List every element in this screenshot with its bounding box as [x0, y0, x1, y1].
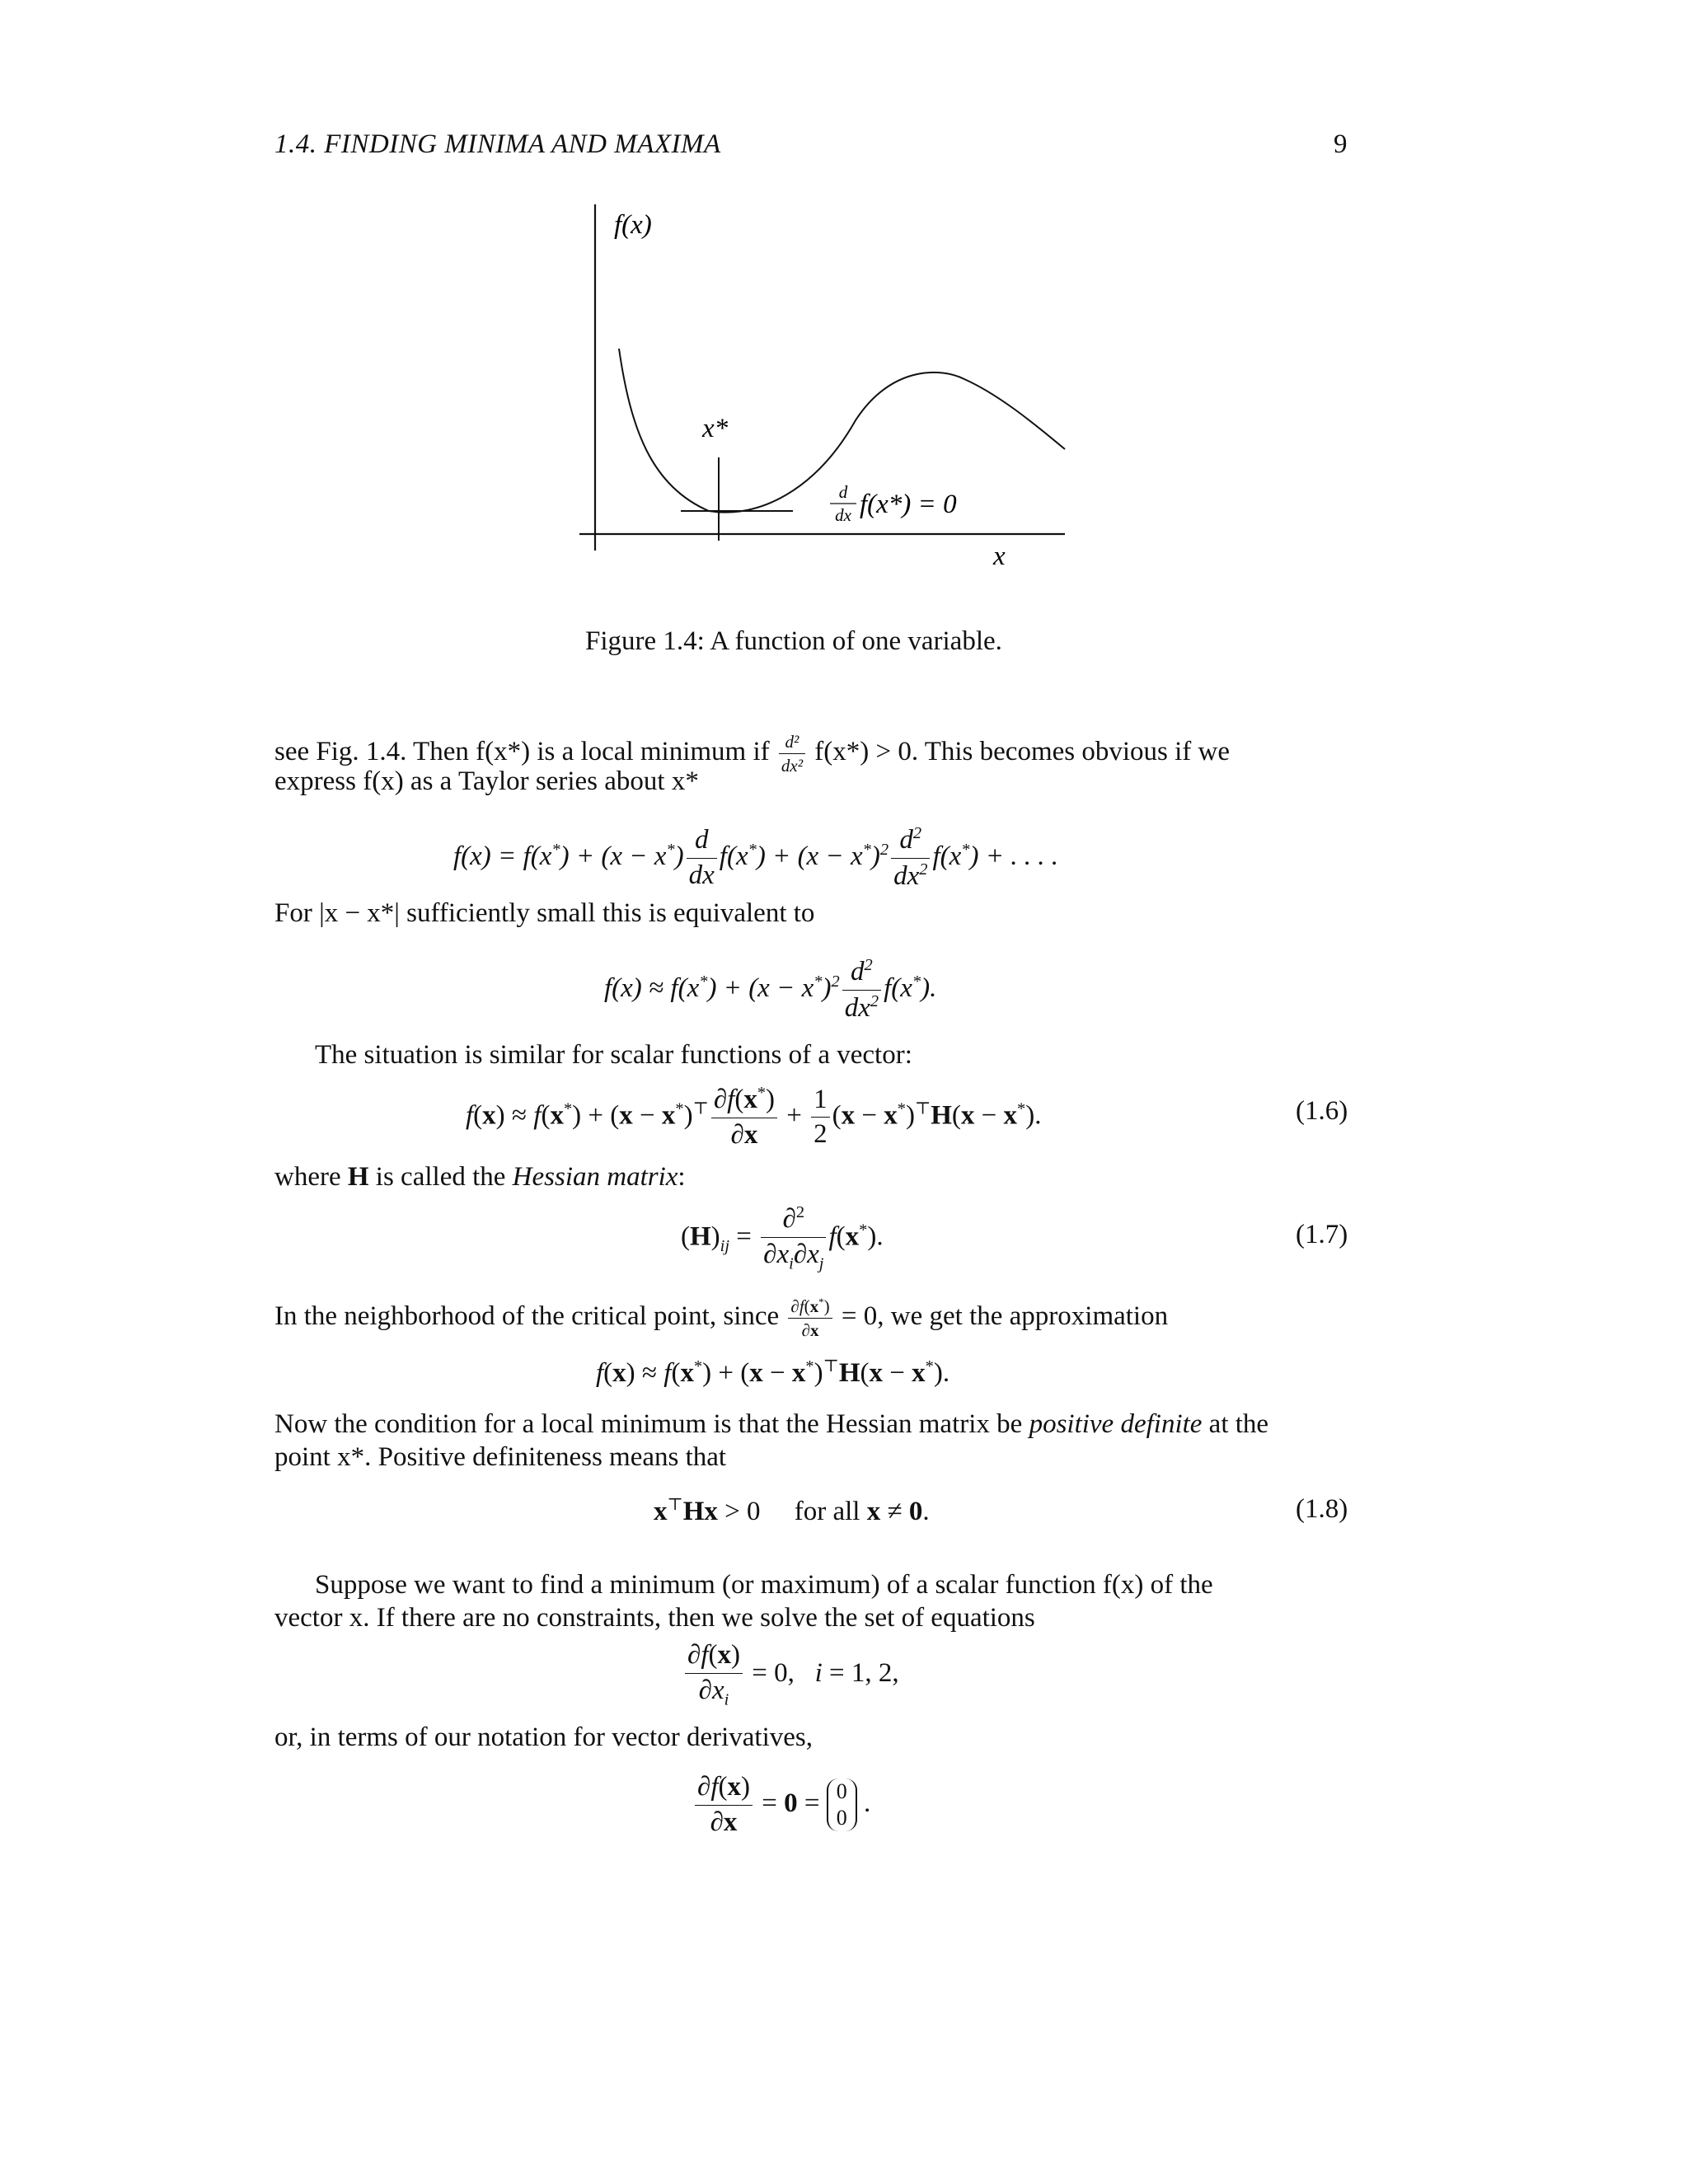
equation-number-1-8: (1.8) — [1296, 1494, 1348, 1524]
equation-quadratic: f(x) ≈ f(x*) + (x − x*)⊤H(x − x*). — [596, 1357, 950, 1388]
p4-text-c: is called the — [375, 1162, 506, 1192]
second-derivative-inline: $\frac{\text{d²}}{\text{dx²}}$ — [779, 732, 805, 776]
p4-text-d: Hessian matrix — [512, 1162, 678, 1192]
equation-taylor: f(x) = f(x*) + (x − x*) $\frac{d}{dx}$ $f(x^*) + (x - x^*)^2$ $\frac{d^2}{dx^2}$ f(x*) + . . . . — [453, 824, 1058, 891]
equation-1-7: $(H)_{ij}$ = $\frac{\partial^2}{\partial x_i\partial x_j}$ f(x*). — [681, 1203, 884, 1273]
equation-number-1-7: (1.7) — [1296, 1220, 1348, 1249]
y-axis-label: f(x) — [614, 210, 652, 240]
p6-text-b: positive definite — [1029, 1409, 1203, 1439]
p6-text-a: Now the condition for a local minimum is that the Hessian matrix be — [274, 1409, 1023, 1439]
paragraph-1-line-2: express f(x) as a Taylor series about x* — [274, 766, 699, 796]
figure-caption: Figure 1.4: A function of one variable. — [585, 626, 1002, 656]
x-axis-label: x — [993, 541, 1006, 571]
derivative-frac-den: dx — [835, 505, 851, 525]
point-label: x* — [702, 414, 729, 443]
p1-text-a: see Fig. 1.4. Then f(x*) is a local minimum if — [274, 737, 770, 767]
p4-text-a: where — [274, 1162, 341, 1192]
paragraph-6-line-2: point x*. Positive definiteness means that — [274, 1442, 727, 1472]
paragraph-2: For |x − x*| sufficiently small this is equivalent to — [274, 898, 815, 928]
equation-1-8: x⊤Hx > 0 for all x ≠ 0. — [654, 1496, 930, 1526]
running-head: 1.4. FINDING MINIMA AND MAXIMA — [274, 129, 721, 159]
zero-vector: 0 0 — [827, 1779, 857, 1831]
paragraph-7-line-1: Suppose we want to find a minimum (or maximum) of a scalar function f(x) of the — [315, 1570, 1213, 1600]
equation-number-1-6: (1.6) — [1296, 1096, 1348, 1126]
paragraph-5 — [274, 1296, 1168, 1340]
page-number: 9 — [1334, 129, 1348, 159]
paragraph-6-line-1 — [274, 1408, 1268, 1441]
p5-text-b: = 0, we get the approximation — [841, 1301, 1169, 1332]
p4-text-b: H — [347, 1162, 369, 1192]
p4-text-e: : — [678, 1162, 686, 1192]
equation-vector: $\frac{\partial f(x)}{\partial x}$ = 0 = 0 0 . — [692, 1772, 870, 1839]
paragraph-4 — [274, 1160, 686, 1193]
derivative-label: f(x*) = 0 — [860, 490, 957, 519]
equation-partial: $\frac{\partial f(x)}{\partial x_i}$ = 0, i = 1, 2, — [682, 1640, 899, 1710]
derivative-frac-num: d — [838, 482, 848, 502]
paragraph-7-line-2: vector x. If there are no constraints, then we solve the set of equations — [274, 1603, 1035, 1633]
paragraph-3: The situation is similar for scalar functions of a vector: — [315, 1040, 912, 1070]
equation-1-6: f(x) ≈ f(x*) + (x − x*)⊤ $\frac{\partial f(x^*)}{\partial x}$ + $\frac{1}{2}$ (x − x*)⊤H(x − x*). — [466, 1084, 1042, 1150]
equation-approx: $f(x) \approx f(x^*) + (x - x^*)^2$ $\frac{d^2}{dx^2}$ f(x*). — [604, 956, 937, 1023]
p1-text-b: f(x*) > 0. This becomes obvious if we — [814, 737, 1230, 767]
paragraph-8: or, in terms of our notation for vector derivatives, — [274, 1722, 813, 1752]
figure-plot — [569, 198, 1104, 593]
gradient-inline: $\frac{\partial f(x^*)}{\partial x}$ — [788, 1296, 832, 1340]
p5-text-a: In the neighborhood of the critical point, since — [274, 1301, 780, 1332]
p6-text-c: at the — [1208, 1409, 1269, 1439]
